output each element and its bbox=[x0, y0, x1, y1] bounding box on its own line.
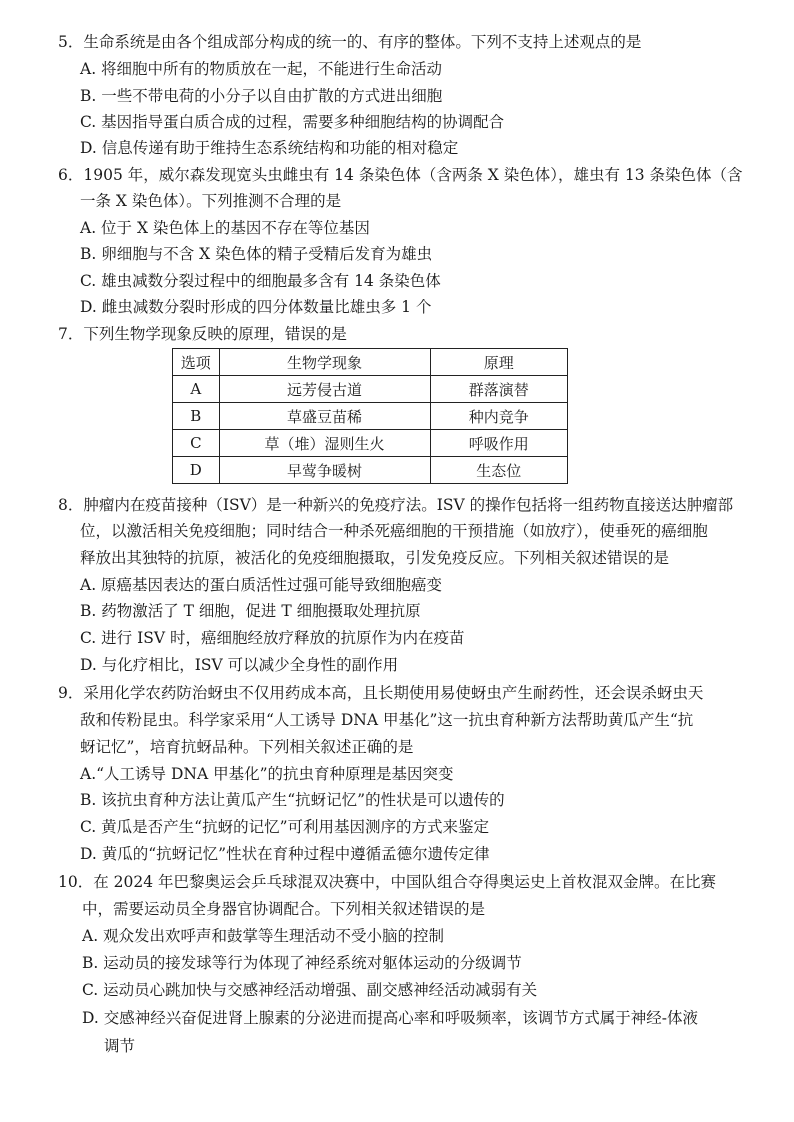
table-cell-phenomenon: 早莺争暖树 bbox=[219, 457, 430, 484]
q5-stem: 5．生命系统是由各个组成部分构成的统一的、有序的整体。下列不支持上述观点的是 bbox=[58, 33, 642, 51]
q10-stem-line1: 10．在 2024 年巴黎奥运会乒乓球混双决赛中，中国队组合夺得奥运史上首枚混双金牌。在比赛 bbox=[58, 873, 717, 891]
q9-option-d: D. 黄瓜的“抗蚜记忆”性状在育种过程中遵循孟德尔遗传定律 bbox=[80, 845, 490, 863]
q10-option-c: C. 运动员心跳加快与交感神经活动增强、副交感神经活动减弱有关 bbox=[82, 981, 538, 999]
table-cell-phenomenon: 草盛豆苗稀 bbox=[219, 403, 430, 430]
table-cell-principle: 生态位 bbox=[430, 457, 567, 484]
q6-option-d: D. 雌虫减数分裂时形成的四分体数量比雄虫多 1 个 bbox=[80, 298, 432, 316]
q10-option-b: B. 运动员的接发球等行为体现了神经系统对躯体运动的分级调节 bbox=[82, 954, 522, 972]
table-row bbox=[173, 403, 568, 430]
q10-option-a: A. 观众发出欢呼声和鼓掌等生理活动不受小脑的控制 bbox=[82, 927, 445, 945]
q9-stem-line1: 9．采用化学农药防治蚜虫不仅用药成本高，且长期使用易使蚜虫产生耐药性，还会误杀蚜虫天 bbox=[58, 684, 704, 702]
table-cell-option: C bbox=[173, 430, 220, 457]
q8-stem-line2: 位，以激活相关免疫细胞；同时结合一种杀死癌细胞的干预措施（如放疗），使垂死的癌细胞 bbox=[80, 522, 708, 540]
q6-option-a: A. 位于 X 染色体上的基因不存在等位基因 bbox=[80, 219, 370, 237]
q5-option-b: B. 一些不带电荷的小分子以自由扩散的方式进出细胞 bbox=[80, 87, 443, 105]
q6-option-c: C. 雄虫减数分裂过程中的细胞最多含有 14 条染色体 bbox=[80, 272, 441, 290]
q9-stem-line3: 蚜记忆”，培育抗蚜品种。下列相关叙述正确的是 bbox=[80, 738, 414, 756]
table-header-row bbox=[173, 349, 568, 376]
table-header-option: 选项 bbox=[173, 349, 220, 376]
table-cell-phenomenon: 远芳侵古道 bbox=[219, 376, 430, 403]
table-cell-principle: 群落演替 bbox=[430, 376, 567, 403]
q9-stem-line2: 敌和传粉昆虫。科学家采用“人工诱导 DNA 甲基化”这一抗虫育种新方法帮助黄瓜产生“抗 bbox=[80, 711, 694, 729]
table-cell-phenomenon: 草（堆）湿则生火 bbox=[219, 430, 430, 457]
table-cell-option: B bbox=[173, 403, 220, 430]
table-row bbox=[173, 376, 568, 403]
table-row bbox=[173, 457, 568, 484]
q5-option-d: D. 信息传递有助于维持生态系统结构和功能的相对稳定 bbox=[80, 139, 459, 157]
q8-option-a: A. 原癌基因表达的蛋白质活性过强可能导致细胞癌变 bbox=[80, 576, 443, 594]
q8-stem-line3: 释放出其独特的抗原，被活化的免疫细胞摄取，引发免疫反应。下列相关叙述错误的是 bbox=[80, 549, 670, 567]
q9-option-c: C. 黄瓜是否产生“抗蚜的记忆”可利用基因测序的方式来鉴定 bbox=[80, 818, 490, 836]
table-header-principle: 原理 bbox=[430, 349, 567, 376]
q6-stem-line1: 6．1905 年，威尔森发现宽头虫雌虫有 14 条染色体（含两条 X 染色体），雄虫有 13 条染色体（含 bbox=[58, 166, 743, 184]
q5-option-a: A. 将细胞中所有的物质放在一起，不能进行生命活动 bbox=[80, 60, 443, 78]
table-row bbox=[173, 430, 568, 457]
table-cell-principle: 呼吸作用 bbox=[430, 430, 567, 457]
q10-stem-line2: 中，需要运动员全身器官协调配合。下列相关叙述错误的是 bbox=[82, 900, 486, 918]
q8-option-c: C. 进行 ISV 时，癌细胞经放疗释放的抗原作为内在疫苗 bbox=[80, 629, 465, 647]
table-cell-option: A bbox=[173, 376, 220, 403]
q6-stem-line2: 一条 X 染色体）。下列推测不合理的是 bbox=[80, 192, 342, 210]
q10-option-d-line1: D. 交感神经兴奋促进肾上腺素的分泌进而提高心率和呼吸频率，该调节方式属于神经-体液 bbox=[82, 1009, 698, 1027]
table-cell-principle: 种内竞争 bbox=[430, 403, 567, 430]
q10-option-d-line2: 调节 bbox=[104, 1037, 136, 1055]
q5-option-c: C. 基因指导蛋白质合成的过程，需要多种细胞结构的协调配合 bbox=[80, 113, 505, 131]
q9-option-a: A.“人工诱导 DNA 甲基化”的抗虫育种原理是基因突变 bbox=[80, 765, 454, 783]
q9-option-b: B. 该抗虫育种方法让黄瓜产生“抗蚜记忆”的性状是可以遗传的 bbox=[80, 791, 505, 809]
q8-option-b: B. 药物激活了 T 细胞，促进 T 细胞摄取处理抗原 bbox=[80, 602, 421, 620]
q8-option-d: D. 与化疗相比，ISV 可以减少全身性的副作用 bbox=[80, 656, 399, 674]
q7-stem: 7．下列生物学现象反映的原理，错误的是 bbox=[58, 325, 347, 343]
q8-stem-line1: 8．肿瘤内在疫苗接种（ISV）是一种新兴的免疫疗法。ISV 的操作包括将一组药物直接送达肿瘤部 bbox=[58, 496, 734, 514]
q7-table bbox=[172, 348, 568, 484]
table-header-phenomenon: 生物学现象 bbox=[219, 349, 430, 376]
table-cell-option: D bbox=[173, 457, 220, 484]
q6-option-b: B. 卵细胞与不含 X 染色体的精子受精后发育为雄虫 bbox=[80, 245, 433, 263]
